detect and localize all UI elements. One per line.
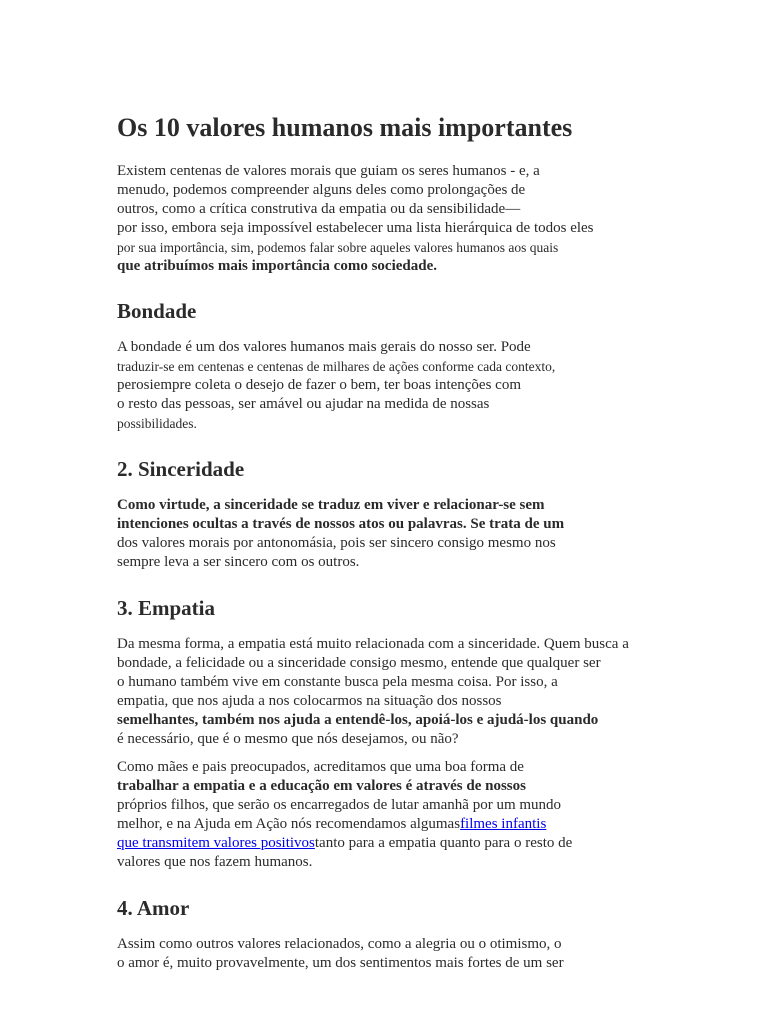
empatia-line: próprios filhos, que serão os encarregados de lutar amanhã por um mundo (117, 797, 562, 813)
empatia-line: é necessário, que é o mesmo que nós desejamos, ou não? (117, 731, 459, 747)
intro-line: menudo, podemos compreender alguns deles como prolongações de (117, 182, 526, 198)
empatia-line (117, 834, 687, 853)
empatia-line: Como mães e pais preocupados, acreditamos que uma boa forma de (117, 759, 524, 775)
bondade-line: possibilidades. (117, 416, 197, 431)
filmes-infantis-link[interactable]: filmes infantis (460, 816, 547, 832)
page-title: Os 10 valores humanos mais importantes (117, 113, 573, 142)
sinceridade-bold-text: Como virtude, a sinceridade se traduz em viver e relacionar-se sem (117, 497, 545, 513)
empatia-line: Da mesma forma, a empatia está muito relacionada com a sinceridade. Quem busca a (117, 636, 629, 652)
intro-paragraph (117, 162, 687, 276)
bondade-line: A bondade é um dos valores humanos mais gerais do nosso ser. Pode (117, 339, 531, 355)
empatia-line (117, 815, 687, 834)
amor-line: o amor é, muito provavelmente, um dos sentimentos mais fortes de um ser (117, 955, 564, 971)
bondade-paragraph (117, 338, 687, 433)
empatia-paragraph-2 (117, 758, 687, 872)
document-page (117, 110, 687, 973)
empatia-line (117, 777, 687, 796)
intro-line: por isso, embora seja impossível estabelecer uma lista hierárquica de todos eles (117, 220, 594, 236)
intro-bold-text: que atribuímos mais importância como sociedade. (117, 258, 437, 274)
valores-positivos-link[interactable]: que transmitem valores positivos (117, 835, 315, 851)
empatia-text: tanto para a empatia quanto para o resto de (314, 835, 573, 851)
empatia-bold-text: semelhantes, também nos ajuda a entendê-los, apoiá-los e ajudá-los quando (117, 712, 599, 728)
bondade-line: perosiempre coleta o desejo de fazer o bem, ter boas intenções com (117, 377, 521, 393)
heading-sinceridade: 2. Sinceridade (117, 457, 245, 481)
heading-empatia: 3. Empatia (117, 596, 216, 620)
sinceridade-bold-text: intenciones ocultas a través de nossos atos ou palavras. Se trata de um (117, 516, 565, 532)
empatia-line: empatia, que nos ajuda a nos colocarmos na situação dos nossos (117, 693, 502, 709)
empatia-line: valores que nos fazem humanos. (117, 854, 313, 870)
empatia-line: bondade, a felicidade ou a sinceridade consigo mesmo, entende que qualquer ser (117, 655, 601, 671)
bondade-line: o resto das pessoas, ser amável ou ajudar na medida de nossas (117, 396, 490, 412)
intro-line: por sua importância, sim, podemos falar sobre aqueles valores humanos aos quais (117, 240, 559, 255)
intro-line: Existem centenas de valores morais que guiam os seres humanos - e, a (117, 163, 540, 179)
amor-line: Assim como outros valores relacionados, como a alegria ou o otimismo, o (117, 936, 562, 952)
empatia-bold-text: trabalhar a empatia e a educação em valores é através de nossos (117, 778, 526, 794)
empatia-line (117, 711, 687, 730)
amor-paragraph (117, 935, 687, 973)
sinceridade-paragraph (117, 496, 687, 572)
sinceridade-line: sempre leva a ser sincero com os outros. (117, 554, 360, 570)
sinceridade-line: dos valores morais por antonomásia, pois ser sincero consigo mesmo nos (117, 535, 556, 551)
intro-line (117, 257, 687, 276)
empatia-line: o humano também vive em constante busca pela mesma coisa. Por isso, a (117, 674, 558, 690)
heading-bondade: Bondade (117, 299, 197, 323)
heading-amor: 4. Amor (117, 896, 190, 920)
empatia-text: melhor, e na Ajuda em Ação nós recomendamos algumas (117, 816, 461, 832)
bondade-line: traduzir-se em centenas e centenas de milhares de ações conforme cada contexto, (117, 359, 556, 374)
empatia-paragraph-1 (117, 635, 687, 749)
sinceridade-line (117, 515, 687, 534)
sinceridade-line (117, 496, 687, 515)
intro-line: outros, como a crítica construtiva da empatia ou da sensibilidade— (117, 201, 521, 217)
